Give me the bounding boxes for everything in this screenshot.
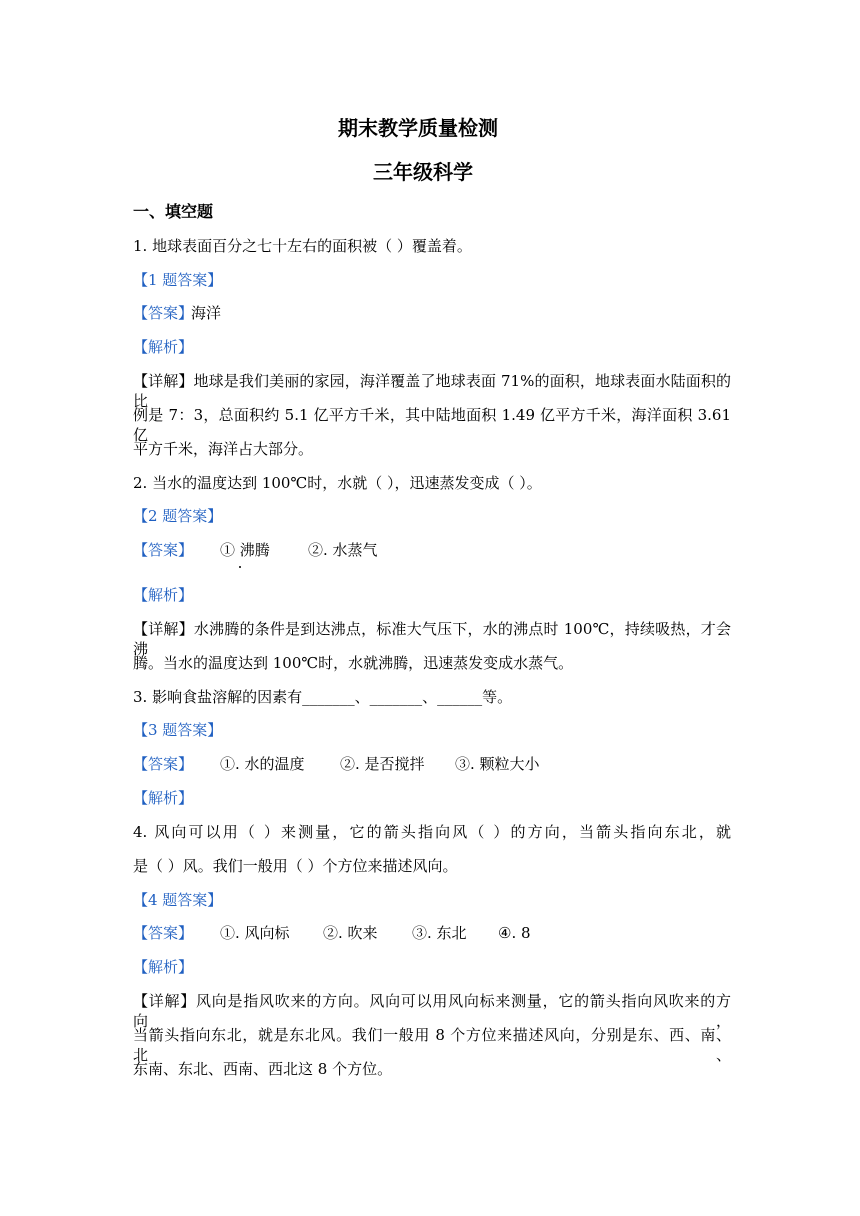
question-2-detail-line: 腾。当水的温度达到 100℃时，水就沸腾，迅速蒸发变成水蒸气。 bbox=[133, 654, 574, 672]
question-4-answer: ①. 风向标 bbox=[220, 924, 290, 942]
question-2-answer-label: 【答案】 bbox=[133, 541, 194, 559]
page-subtitle: 三年级科学 bbox=[373, 160, 473, 184]
question-4-answer-label: 【答案】 bbox=[133, 924, 194, 942]
question-3-analysis: 【解析】 bbox=[133, 789, 194, 807]
question-4-answer: ②. 吹来 bbox=[323, 924, 378, 942]
question-4-text-line: 是（ ）风。我们一般用（ ）个方位来描述风向。 bbox=[133, 857, 458, 875]
question-3-answer: ①. 水的温度 bbox=[220, 755, 305, 773]
question-4-text-line: 4. 风向可以用（ ）来测量，它的箭头指向风（ ）的方向，当箭头指向东北，就 bbox=[133, 823, 731, 841]
question-2-answer-header: 【2 题答案】 bbox=[133, 507, 223, 525]
question-3-answer-header: 【3 题答案】 bbox=[133, 721, 223, 739]
page-title: 期末教学质量检测 bbox=[338, 116, 498, 140]
question-2-answer: ②. 水蒸气 bbox=[308, 541, 378, 559]
question-1-text: 1. 地球表面百分之七十左右的面积被（ ）覆盖着。 bbox=[133, 237, 472, 255]
question-4-analysis: 【解析】 bbox=[133, 958, 194, 976]
question-1-answer-header: 【1 题答案】 bbox=[133, 271, 223, 289]
decorative-dot bbox=[239, 566, 241, 568]
question-1-detail-line: 例是 7：3，总面积约 5.1 亿平方千米，其中陆地面积 1.49 亿平方千米，海洋面积 3.61 亿 bbox=[133, 406, 731, 444]
question-4-answer-header: 【4 题答案】 bbox=[133, 891, 223, 909]
section-heading: 一、填空题 bbox=[133, 202, 214, 221]
question-3-answer-label: 【答案】 bbox=[133, 755, 194, 773]
question-4-answer: ③. 东北 bbox=[412, 924, 467, 942]
question-3-answer: ③. 颗粒大小 bbox=[455, 755, 540, 773]
question-3-text: 3. 影响食盐溶解的因素有_______、_______、______等。 bbox=[133, 688, 513, 706]
question-2-detail-line: 【详解】水沸腾的条件是到达沸点，标准大气压下，水的沸点时 100℃，持续吸热，才会沸 bbox=[133, 620, 731, 658]
question-1-answer-label: 【答案】 bbox=[133, 304, 194, 322]
question-4-detail-line: 【详解】风向是指风吹来的方向。风向可以用风向标来测量，它的箭头指向风吹来的方向， bbox=[133, 992, 731, 1030]
question-4-detail-line: 东南、东北、西南、西北这 8 个方位。 bbox=[133, 1060, 393, 1078]
question-3-answer: ②. 是否搅拌 bbox=[340, 755, 425, 773]
question-1-answer: 海洋 bbox=[191, 304, 222, 322]
question-2-answer: ① 沸腾 bbox=[220, 541, 270, 559]
question-2-analysis: 【解析】 bbox=[133, 586, 194, 604]
question-1-analysis: 【解析】 bbox=[133, 338, 194, 356]
question-2-text: 2. 当水的温度达到 100℃时，水就（ ），迅速蒸发变成（ ）。 bbox=[133, 474, 542, 492]
question-1-detail-line: 平方千米，海洋占大部分。 bbox=[133, 440, 314, 458]
question-1-detail-line: 【详解】地球是我们美丽的家园，海洋覆盖了地球表面 71%的面积，地球表面水陆面积的比 bbox=[133, 372, 731, 410]
question-4-answer: ④. 8 bbox=[498, 924, 531, 942]
question-4-detail-line: 当箭头指向东北，就是东北风。我们一般用 8 个方位来描述风向，分别是东、西、南、北、 bbox=[133, 1026, 731, 1064]
